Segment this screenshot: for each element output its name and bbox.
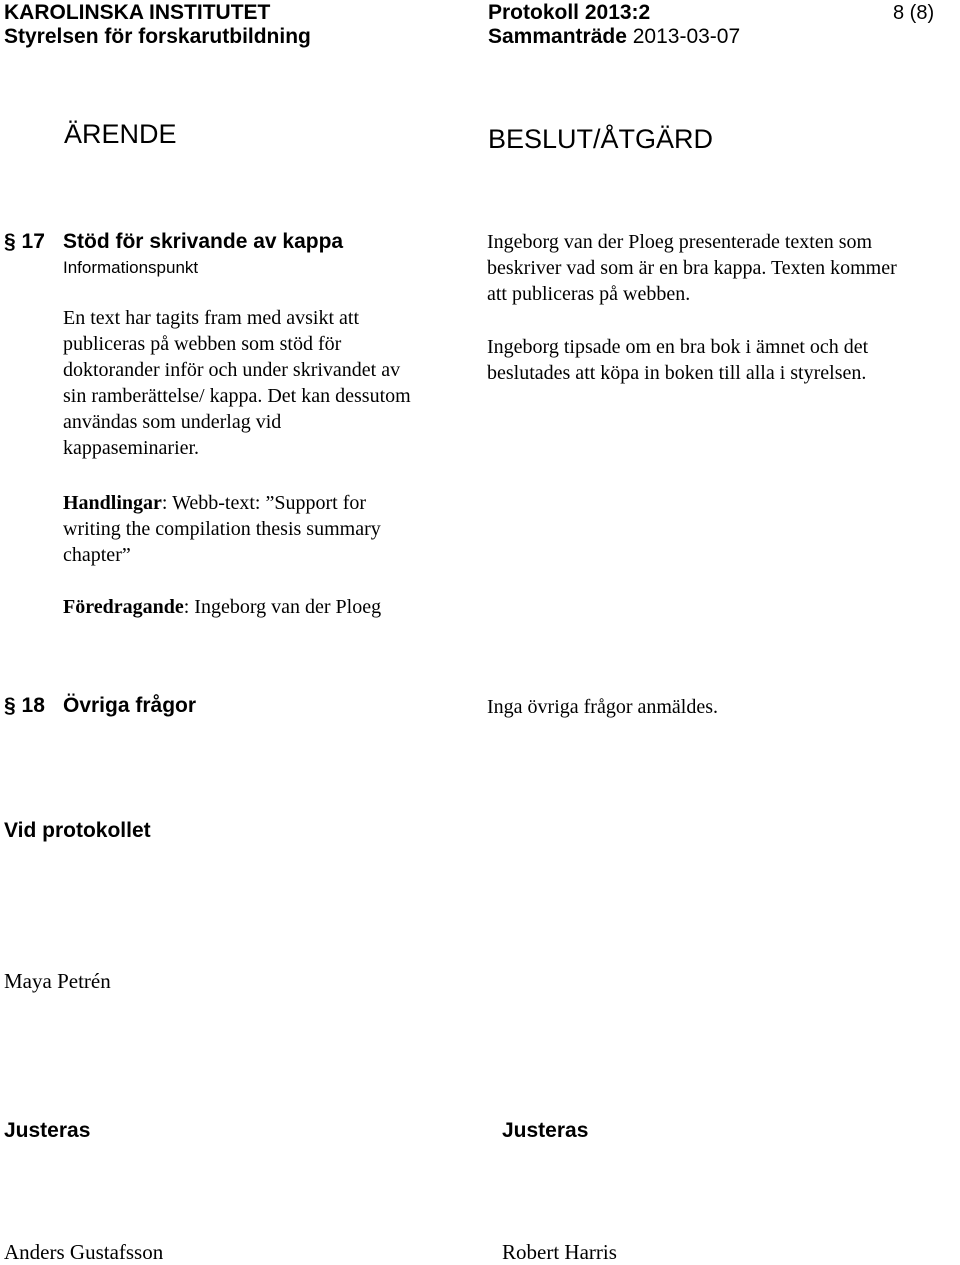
adjuster-name-1: Anders Gustafsson xyxy=(4,1240,164,1264)
item-17-presenter: Föredragande: Ingeborg van der Ploeg xyxy=(63,596,382,618)
meeting-line xyxy=(488,25,740,49)
board-name: Styrelsen för forskarutbildning xyxy=(4,25,311,48)
item-18-decision: Inga övriga frågor anmäldes. xyxy=(487,696,719,718)
section-symbol: § xyxy=(4,230,16,253)
column-heading-left: ÄRENDE xyxy=(64,119,177,149)
secretary-name: Maya Petrén xyxy=(4,969,111,993)
documents-label: Handlingar xyxy=(63,492,162,514)
protocol-number: Protokoll 2013:2 xyxy=(488,1,651,24)
section-symbol: § xyxy=(4,694,16,717)
adjuster-label-2: Justeras xyxy=(502,1119,589,1142)
item-17-documents: Handlingar: Webb-text: ”Support for writing the compilation thesis summary chapter” xyxy=(63,492,381,566)
page-number: 8 (8) xyxy=(893,2,935,24)
meeting-label: Sammanträde xyxy=(488,25,627,48)
item-17-decision-p2: Ingeborg tipsade om en bra bok i ämnet och det beslutades att köpa in boken till alla i styrelsen. xyxy=(487,336,869,384)
item-18-number: § 18 xyxy=(4,694,45,717)
item-17-title: Stöd för skrivande av kappa xyxy=(63,230,344,253)
item-17-description: En text har tagits fram med avsikt att publiceras på webben som stöd för doktorander inför och under skrivandet av sin ramberättelse/ kappa. Det kan dessutom användas som underlag vid kappaseminarier. xyxy=(63,307,411,459)
adjuster-label-1: Justeras xyxy=(4,1119,91,1142)
presenter-label: Föredragande xyxy=(63,596,184,618)
item-17-number: § 17 xyxy=(4,230,45,253)
item-18-title: Övriga frågor xyxy=(63,694,197,717)
item-17-decision-p1: Ingeborg van der Ploeg presenterade texten som beskriver vad som är en bra kappa. Texten kommer att publiceras på webben. xyxy=(487,231,897,305)
adjuster-name-2: Robert Harris xyxy=(502,1240,617,1264)
meeting-date: 2013-03-07 xyxy=(632,25,741,48)
signature-heading: Vid protokollet xyxy=(4,819,151,842)
column-heading-right: BESLUT/ÅTGÄRD xyxy=(488,124,714,154)
org-name: KAROLINSKA INSTITUTET xyxy=(4,1,271,24)
item-17-type: Informationspunkt xyxy=(63,258,199,277)
